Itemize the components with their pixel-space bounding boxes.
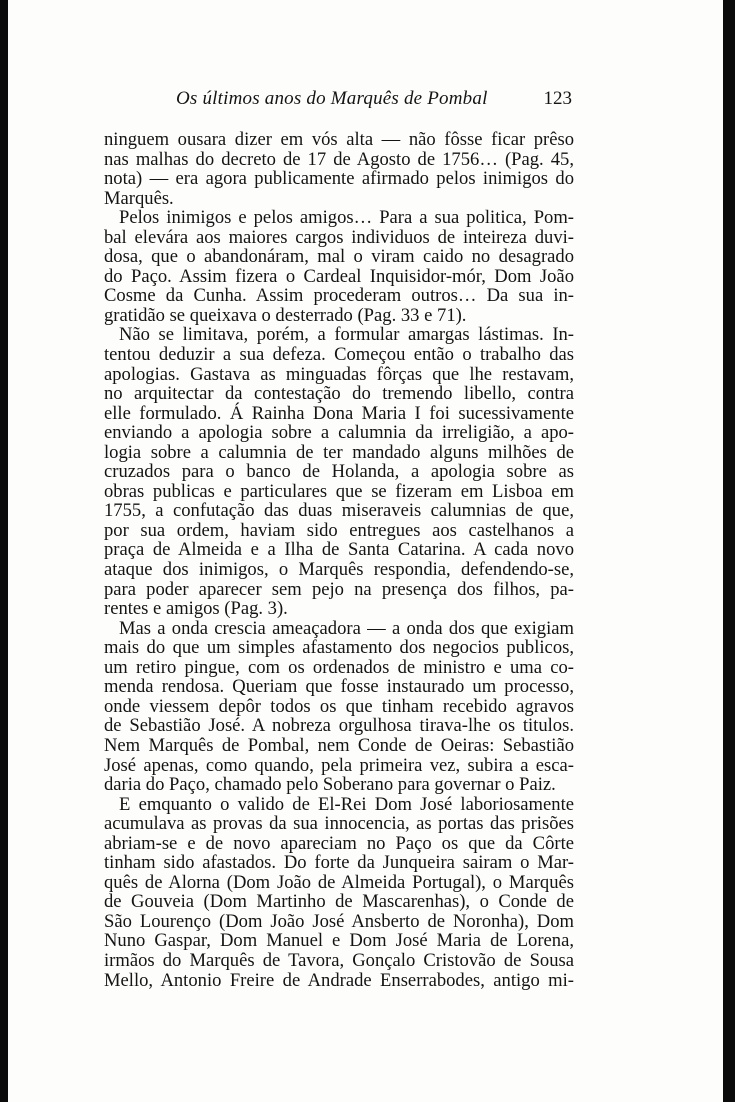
text-line: um retiro pingue, com os ordenados de ministro e uma co- [104, 656, 574, 678]
text-line: rentes e amigos (Pag. 3). [104, 598, 288, 620]
text-line: nota) — era agora publicamente afirmado pelos inimigos do [104, 168, 574, 190]
text-line: Mas a onda crescia ameaçadora — a onda dos que exigiam [119, 617, 574, 639]
text-line: Nuno Gaspar, Dom Manuel e Dom José Maria de Lorena, [104, 930, 574, 952]
body-text [104, 130, 574, 990]
text-line: enviando a apologia sobre a calumnia da irreligião, a apo- [104, 422, 574, 444]
text-line: E emquanto o valido de El-Rei Dom José laboriosamente [119, 793, 574, 815]
text-line: São Lourenço (Dom João José Ansberto de Noronha), Dom [104, 910, 574, 932]
text-line: acumulava as provas da sua innocencia, as portas das prisões [104, 813, 574, 835]
text-line: mais do que um simples afastamento dos negocios publicos, [104, 637, 574, 659]
page-number: 123 [543, 88, 572, 109]
text-line: irmãos do Marquês de Tavora, Gonçalo Cristovão de Sousa [104, 949, 574, 971]
text-line: de Gouveia (Dom Martinho de Mascarenhas), o Conde de [104, 891, 574, 913]
text-line: elle formulado. Á Rainha Dona Maria I foi sucessivamente [104, 402, 574, 424]
text-line: dosa, que o abandonáram, mal o viram caido no desagrado [104, 246, 574, 268]
running-title: Os últimos anos do Marquês de Pombal [176, 88, 488, 109]
text-line: Mello, Antonio Freire de Andrade Enserrabodes, antigo mi- [104, 969, 574, 991]
text-line: daria do Paço, chamado pelo Soberano para governar o Paiz. [104, 774, 556, 796]
text-line: de Sebastião José. A nobreza orgulhosa tirava-lhe os titulos. [104, 715, 574, 737]
text-line: logia sobre a calumnia de ter mandado alguns milhões de [104, 441, 574, 463]
text-line: 1755, a confutação das duas miseraveis calumnias de que, [104, 500, 574, 522]
text-line: onde viessem depôr todos os que tinham recebido agravos [104, 695, 574, 717]
text-line: apologias. Gastava as minguadas fôrças que lhe restavam, [104, 363, 574, 385]
text-line: do Paço. Assim fizera o Cardeal Inquisidor-mór, Dom João [104, 265, 574, 287]
text-line: obras publicas e particulares que se fizeram em Lisboa em [104, 480, 574, 502]
text-line: Pelos inimigos e pelos amigos… Para a sua politica, Pom- [119, 207, 574, 229]
text-line: tentou deduzir a sua defeza. Começou então o trabalho das [104, 344, 574, 366]
text-line: tinham sido afastados. Do forte da Junqueira sairam o Mar- [104, 852, 574, 874]
text-line: ataque dos inimigos, o Marquês respondia, defendendo-se, [104, 559, 574, 581]
text-line: Não se limitava, porém, a formular amargas lástimas. In- [119, 324, 574, 346]
scan-border-right [723, 0, 735, 1102]
scan-border-left [0, 0, 8, 1102]
text-line: menda rendosa. Queriam que fosse instaurado um processo, [104, 676, 574, 698]
text-line: ninguem ousara dizer em vós alta — não fôsse ficar prêso [104, 129, 574, 150]
text-line: Nem Marquês de Pombal, nem Conde de Oeiras: Sebastião [104, 734, 574, 756]
text-line: nas malhas do decreto de 17 de Agosto de 1756… (Pag. 45, [104, 148, 574, 170]
text-line: no arquitectar da contestação do tremendo libello, contra [104, 383, 574, 405]
text-line: para poder aparecer sem pejo na presença dos filhos, pa- [104, 578, 574, 600]
text-line: bal elevára aos maiores cargos individuos de inteireza duvi- [104, 226, 574, 248]
text-line: Marquês. [104, 187, 174, 209]
text-line: abriam-se e de novo apareciam no Paço os que da Côrte [104, 832, 574, 854]
text-line: cruzados para o banco de Holanda, a apologia sobre as [104, 461, 574, 483]
text-line: José apenas, como quando, pela primeira vez, subira a esca- [104, 754, 574, 776]
text-line: praça de Almeida e a Ilha de Santa Catarina. A cada novo [104, 539, 574, 561]
page-header [104, 88, 572, 118]
text-line: gratidão se queixava o desterrado (Pag. 33 e 71). [104, 304, 467, 326]
text-line: Cosme da Cunha. Assim procederam outros… Da sua in- [104, 285, 574, 307]
text-line: quês de Alorna (Dom João de Almeida Portugal), o Marquês [104, 871, 574, 893]
text-line: por sua ordem, haviam sido entregues aos castelhanos a [104, 519, 574, 541]
